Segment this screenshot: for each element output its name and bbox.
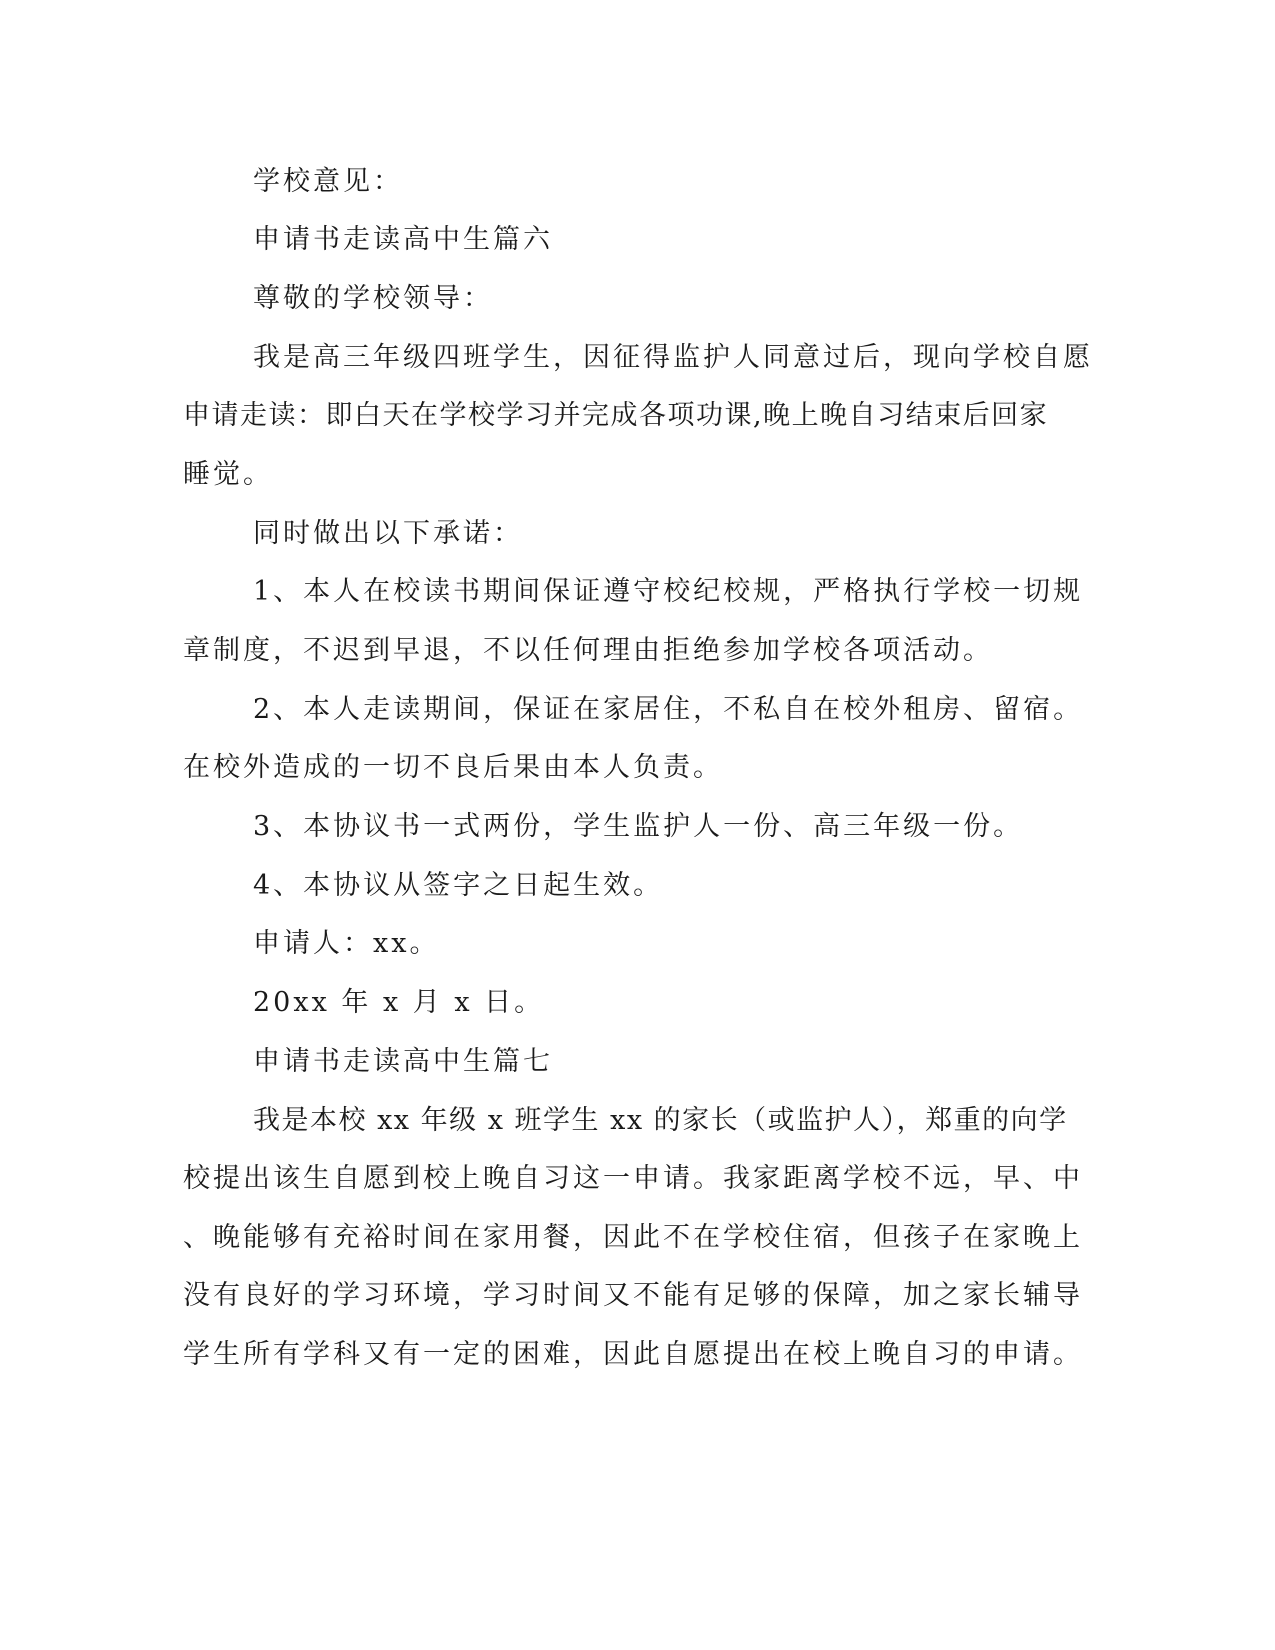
commitment-item-3: 3、本协议书一式两份，学生监护人一份、高三年级一份。 xyxy=(253,811,1024,842)
body-paragraph-line: 申请走读：即白天在学校学习并完成各项功课,晚上晚自习结束后回家 xyxy=(183,400,1049,431)
section-heading-seven: 申请书走读高中生篇七 xyxy=(253,1046,553,1077)
body-paragraph-line: 我是本校 xx 年级 x 班学生 xx 的家长（或监护人），郑重的向学 xyxy=(253,1105,1068,1136)
commitment-item-2: 2、本人走读期间，保证在家居住，不私自在校外租房、留宿。 xyxy=(253,694,1084,725)
section-heading-six: 申请书走读高中生篇六 xyxy=(253,224,553,255)
body-paragraph-line: 校提出该生自愿到校上晚自习这一申请。我家距离学校不远，早、中 xyxy=(183,1163,1083,1194)
commitment-item-2-cont: 在校外造成的一切不良后果由本人负责。 xyxy=(183,752,723,783)
body-paragraph-line: 学生所有学科又有一定的困难，因此自愿提出在校上晚自习的申请。 xyxy=(183,1339,1083,1370)
body-paragraph-line: 睡觉。 xyxy=(183,459,273,490)
commitment-intro: 同时做出以下承诺： xyxy=(253,518,523,549)
body-paragraph-line: 、晚能够有充裕时间在家用餐，因此不在学校住宿，但孩子在家晚上 xyxy=(183,1222,1083,1253)
commitment-item-4: 4、本协议从签字之日起生效。 xyxy=(253,870,664,901)
school-opinion-label: 学校意见： xyxy=(253,166,403,197)
commitment-item-1: 1、本人在校读书期间保证遵守校纪校规，严格执行学校一切规 xyxy=(253,576,1084,607)
applicant-signature: 申请人：xx。 xyxy=(253,928,440,959)
application-date: 20xx 年 x 月 x 日。 xyxy=(253,987,545,1018)
body-paragraph-line: 没有良好的学习环境，学习时间又不能有足够的保障，加之家长辅导 xyxy=(183,1280,1083,1311)
salutation: 尊敬的学校领导： xyxy=(253,283,493,314)
commitment-item-1-cont: 章制度，不迟到早退，不以任何理由拒绝参加学校各项活动。 xyxy=(183,635,993,666)
body-paragraph-line: 我是高三年级四班学生，因征得监护人同意过后，现向学校自愿 xyxy=(253,342,1093,373)
